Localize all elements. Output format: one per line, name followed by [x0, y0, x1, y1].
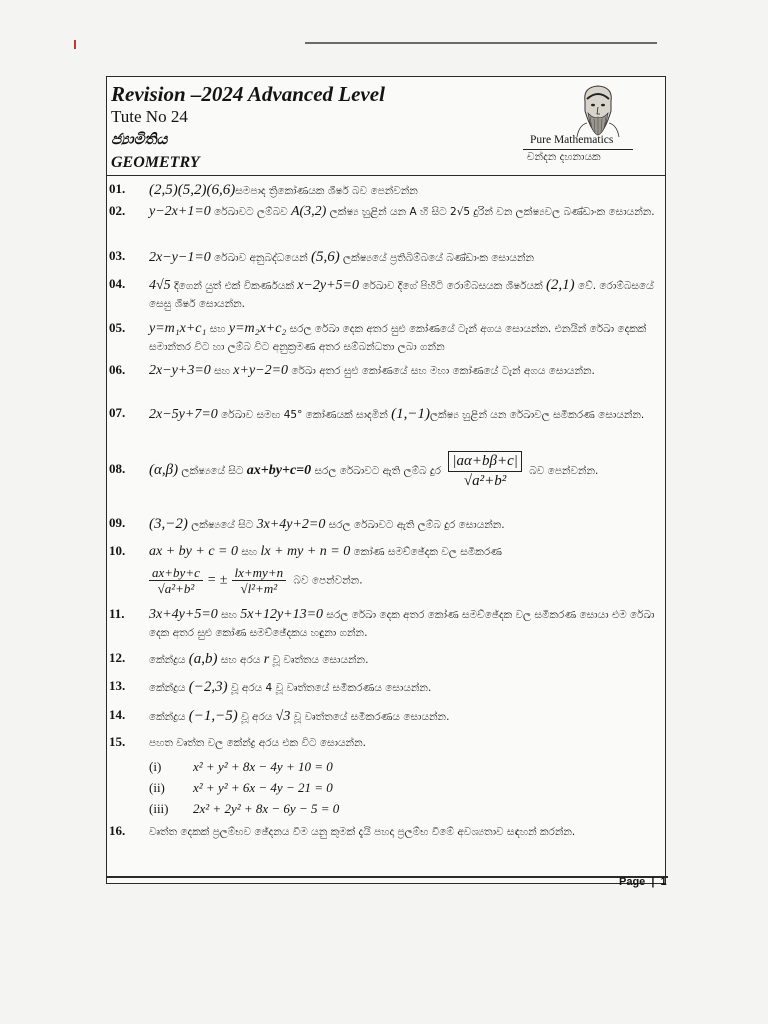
question-text: (α,β) ලක්ෂ්‍යයේ සිට ax+by+c=0 සරල රේඛාවට ඇති ලම්බ දුර $\frac{|a\alpha+b\beta+c|}{\text{√a²+b²}}$ බව පෙන්වන්න. — [149, 453, 599, 489]
question-text: කේන්ද්‍රය (−1,−5) වූ අරය √3 වූ වෘත්තයේ සමීකරණය සොයන්න. — [149, 708, 450, 724]
perpendicular-distance-fraction: $\frac{|a\alpha+b\beta+c|}{\text{√a²+b²}}$ — [448, 451, 522, 491]
question-text: කේන්ද්‍රය (a,b) සහ අරය r වූ වෘත්තය සොයන්න. — [149, 651, 369, 667]
question-number: 08. — [109, 461, 126, 476]
subject-sinhala: ජ්‍යාමිතිය — [111, 130, 168, 148]
question-number: 03. — [109, 248, 126, 263]
question-number: 15. — [109, 734, 126, 749]
question-number: 16. — [109, 823, 126, 838]
question-number: 12. — [109, 650, 126, 665]
top-rule — [305, 42, 657, 44]
question-text: y−2x+1=0 රේඛාවට ලම්බව A(3,2) ලක්ෂ්‍ය හුළින් යන A හි සිට 2√5 දුරින් වන ලක්ෂ්‍යවල බණ්ඩාංක සොයන්න. — [149, 204, 655, 219]
question-number: 13. — [109, 678, 126, 693]
worksheet — [106, 76, 666, 884]
list-item: (ii) x² + y² + 6x − 4y − 21 = 0 — [149, 780, 333, 795]
question-number: 09. — [109, 515, 126, 530]
course-underline — [523, 149, 633, 150]
question-text: 2x−5y+7=0 රේඛාව සමඟ 45° කෝණයක් සාදමින් (1,−1)ලක්ෂ්‍ය හුළින් යන රේඛාවල සමීකරණ සොයන්න. — [149, 406, 645, 422]
list-item: (iii) 2x² + 2y² + 8x − 6y − 5 = 0 — [149, 801, 340, 816]
page-number: Page | 1 — [619, 876, 667, 888]
question-number: 06. — [109, 362, 126, 377]
question-text: (3,−2) ලක්ෂ්‍යයේ සිට 3x+4y+2=0 සරල රේඛාවට ඇති ලම්බ දුර සොයන්න. — [149, 516, 505, 532]
subject-english: GEOMETRY — [111, 154, 200, 171]
question-number: 02. — [109, 203, 126, 218]
course-label: Pure Mathematics — [530, 134, 614, 146]
question-text: (2,5)(5,2)(6,6)සමපාද ත්‍රිකෝණයක ශීර්ෂ බව පෙන්වන්න — [149, 182, 418, 198]
question-text: 4√5 දිගෙන් යුත් එක් විකර්ණයක් x−2y+5=0 රේඛාව දිගේ පිහිටි රොම්බසයක ශීර්ෂයක් (2,1) වේ. රොම්බසයේ සෙසු ශීර්ෂ සොයන්න. — [149, 277, 654, 310]
question-text: y=m₁x+c₁ සහ y=m₂x+c₂ සරල රේඛා දෙක අතර සුළු කෝණයේ ටැන් අගය සොයන්න. එනයින් රේඛා දෙකක් සමාන්තර විට හා ලම්බ විට අනුක්‍රමණ අතර සම්බන්ධතා ලබා ගන්න — [149, 321, 647, 353]
question-text: කේන්ද්‍රය (−2,3) වූ අරය 4 වූ වෘත්තයේ සමීකරණය සොයන්න. — [149, 679, 432, 695]
title: Revision –2024 Advanced Level — [111, 82, 385, 106]
worksheet-header — [107, 77, 665, 176]
question-number: 07. — [109, 405, 126, 420]
question-text: වෘත්ත දෙකක් ප්‍රලම්භව ඡේදනය වීම යනු කුමක් දැයි පහදා ප්‍රලම්භ වීමේ අවශ්‍යතාව සඳහන් කරන්න. — [149, 826, 576, 838]
footer-rule — [106, 876, 668, 878]
tute-number: Tute No 24 — [111, 107, 188, 126]
bisector-fraction-1: $\frac{ax+by+c}{\text{√a²+b²}}$ — [149, 565, 203, 596]
author-name: චන්දන දහනායක — [527, 151, 601, 163]
question-text: 2x−y−1=0 රේඛාව අනුබද්ධයෙන් (5,6) ලක්ෂ්‍යයේ ප්‍රතිබිම්බයේ බණ්ඩාංක සොයන්න — [149, 249, 535, 265]
question-text: පහත වෘත්ත වල කේන්ද්‍ර අරය එක විට සොයන්න. — [149, 737, 366, 749]
question-text: 3x+4y+5=0 සහ 5x+12y+13=0 සරල රේඛා දෙක අතර කෝණ සමච්ඡේදක වල සමීකරණ සොයා එම රේඛා දෙක අතර සුළු කෝණ සමච්ඡේදකය හඳුනා ගන්න. — [149, 607, 655, 639]
portrait-logo — [573, 81, 623, 137]
question-text: 2x−y+3=0 සහ x+y−2=0 රේඛා අතර සුළු කෝණයේ සහ මහා කෝණයේ ටැන් අගය සොයන්න. — [149, 363, 595, 378]
question-number: 10. — [109, 543, 126, 558]
question-number: 11. — [109, 606, 125, 621]
corner-mark — [74, 40, 76, 49]
bisector-fraction-2: $\frac{lx+my+n}{\text{√l²+m²}}$ — [232, 565, 287, 596]
question-number: 01. — [109, 181, 126, 196]
question-number: 04. — [109, 276, 126, 291]
question-number: 14. — [109, 707, 126, 722]
list-item: (i) x² + y² + 8x − 4y + 10 = 0 — [149, 759, 333, 774]
question-number: 05. — [109, 320, 126, 335]
question-text: ax + by + c = 0 සහ lx + my + n = 0 කෝණ සමච්ඡේදක වල සමීකරණ $\frac{ax+by+c}{\text{√a²+b²}}$ = ± $\frac{lx+my+n}{\text{√l²+m²}}$ බව පෙන්වන්න. — [149, 544, 502, 596]
